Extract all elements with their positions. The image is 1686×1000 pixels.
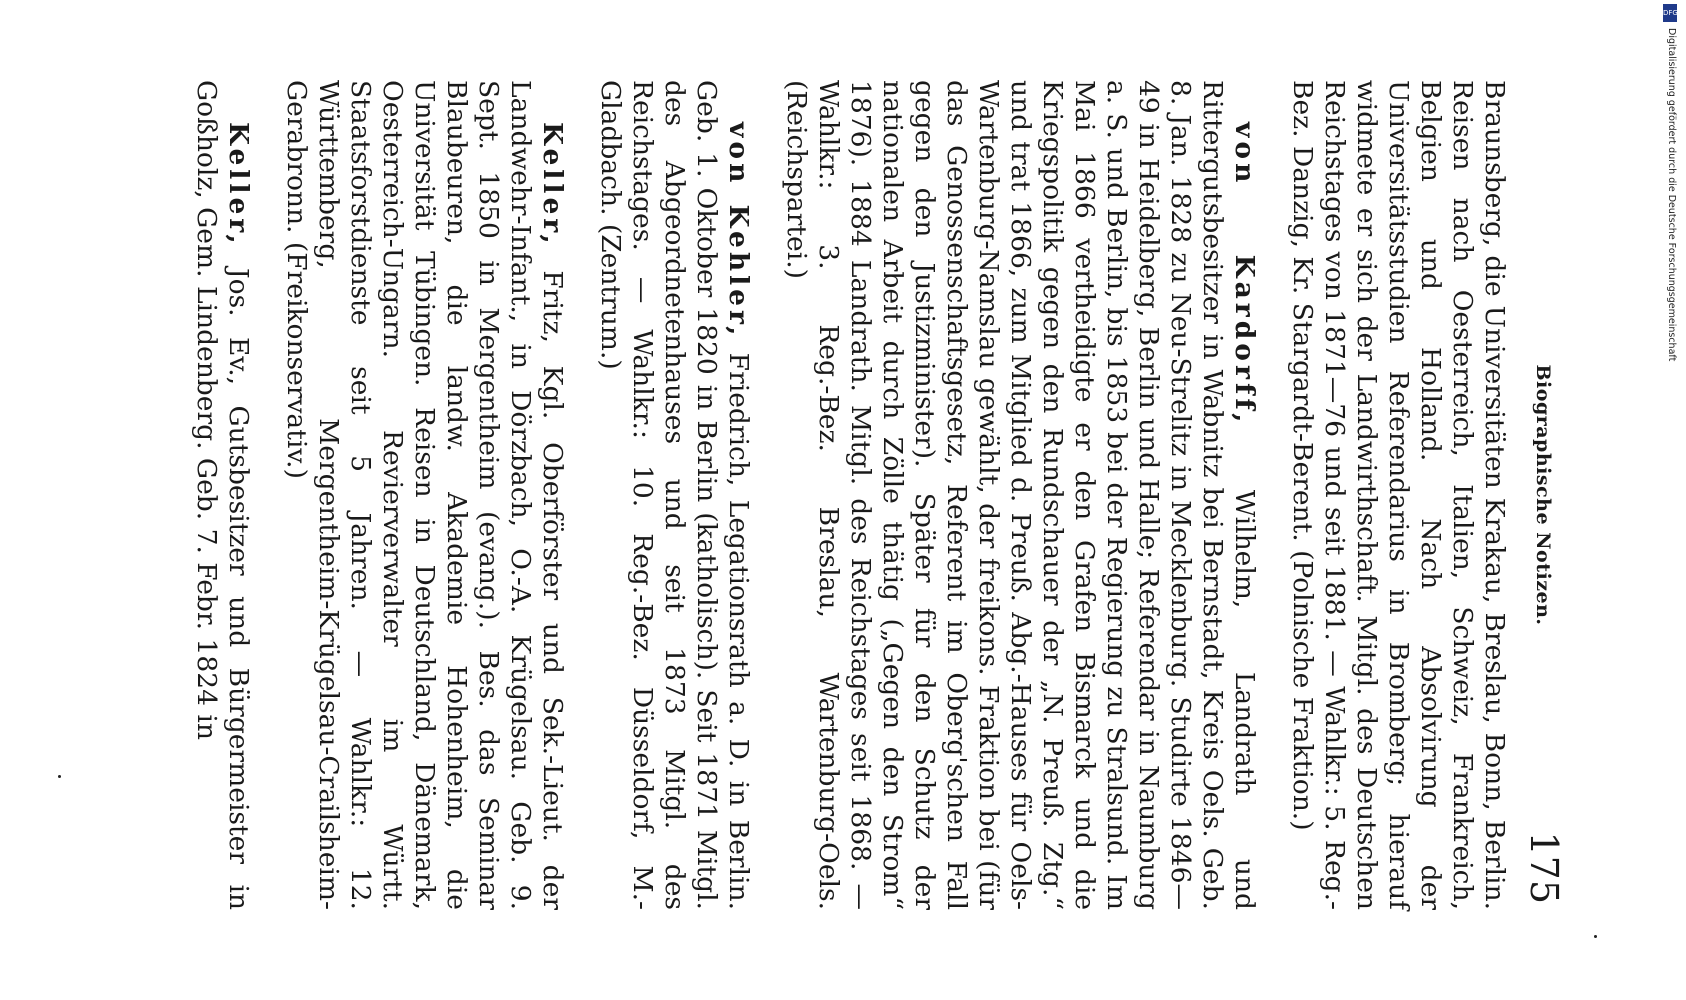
running-head: Biographische Notizen. bbox=[1532, 364, 1554, 626]
book-page bbox=[90, 80, 1566, 910]
entry-name: von Kehler, bbox=[723, 122, 754, 340]
entry-text: Friedrich, Legationsrath a. D. in Berlin. Geb. 1. Oktober 1820 in Berlin (katholisch). Seit 1871 Mitgl. des Abgeordnetenhauses und seit 1873 Mitgl. des Reichstages. — Wahlkr.: 10. Reg.-Bez. Düsseldorf, M.-Gladbach. (Zentrum.) bbox=[595, 80, 754, 910]
page-number: 175 bbox=[1522, 831, 1566, 904]
entry-name: Keller, bbox=[223, 122, 254, 248]
funding-note-text: Digitalisierung gefördert durch die Deutsche Forschungsgemeinschaft bbox=[1666, 28, 1677, 362]
scan-speck bbox=[58, 775, 61, 778]
entry-name: Keller, bbox=[537, 122, 568, 248]
biography-entry-keller-fritz bbox=[280, 80, 568, 910]
dfg-logo: DFG bbox=[1663, 4, 1677, 22]
funding-note bbox=[1663, 4, 1679, 362]
entry-name: von Kardorff, bbox=[1229, 122, 1260, 427]
scan-speck bbox=[1594, 935, 1597, 938]
entry-text: Jos. Ev., Gutsbesitzer und Bürgermeister in Goßholz, Gem. Lindenberg. Geb. 7. Febr. 1824 in bbox=[191, 80, 254, 910]
biography-entry-keller-jos bbox=[190, 80, 254, 910]
biography-entry-kardorff bbox=[780, 80, 1260, 910]
entry-text: Braunsberg, die Universitäten Krakau, Breslau, Bonn, Berlin. Reisen nach Oesterreich, Italien, Schweiz, Frankreich, Belgien und Holland. Nach Absolvirung der Universitätsstudien Referendarius in Bromberg; hierauf widmete er sich der Landwirthschaft. Mitgl. des Deutschen Reichstages von 1871—76 und seit 1881. — Wahlkr.: 5. Reg.-Bez. Danzig, Kr. Stargardt-Berent. (Polnische Fraktion.) bbox=[1287, 80, 1510, 910]
entry-text: Fritz, Kgl. Oberförster und Sek.-Lieut. der Landwehr-Infant., in Dörzbach, O.-A. Krügelsau. Geb. 9. Sept. 1850 in Mergentheim (evang.). Bes. das Seminar Blaubeuren, die landw. Akademie Hohenheim, die Universität Tübingen. Reisen in Deutschland, Dänemark, Oesterreich-Ungarn. Revierverwalter im Württ. Staatsforstdienste seit 5 Jahren. — Wahlkr.: 12. Württemberg, Mergentheim-Krügelsau-Crailsheim-Gerabronn. (Freikonservativ.) bbox=[281, 80, 568, 910]
entry-text: Wilhelm, Landrath und Rittergutsbesitzer in Wabnitz bei Bernstadt, Kreis Oels. Geb. 8. Jan. 1828 zu Neu-Strelitz in Mecklenburg. Studirte 1846—49 in Heidelberg, Berlin und Halle; Referendar in Naumburg a. S. und Berlin, bis 1853 bei der Regierung zu Stralsund. Im Mai 1866 vertheidigte er den Grafen Bismarck und die Kriegspolitik gegen den Rundschauer der „N. Preuß. Ztg.“ und trat 1866, zum Mitglied d. Preuß. Abg.-Hauses für Oels-Wartenburg-Namslau gewählt, der freikons. Fraktion bei (für das Genossenschaftsgesetz, Referent im Oberg'schen Fall gegen den Justizminister). Später für den Schutz der nationalen Arbeit durch Zölle thätig („Gegen den Strom“ 1876). 1884 Landrath. Mitgl. des Reichstages seit 1868. — Wahlkr.: 3. Reg.-Bez. Breslau, Wartenburg-Oels. (Reichspartei.) bbox=[781, 80, 1260, 910]
page-header bbox=[1510, 80, 1566, 910]
biography-entry-braunsberg-continued bbox=[1286, 80, 1510, 910]
biography-entry-kehler bbox=[594, 80, 754, 910]
